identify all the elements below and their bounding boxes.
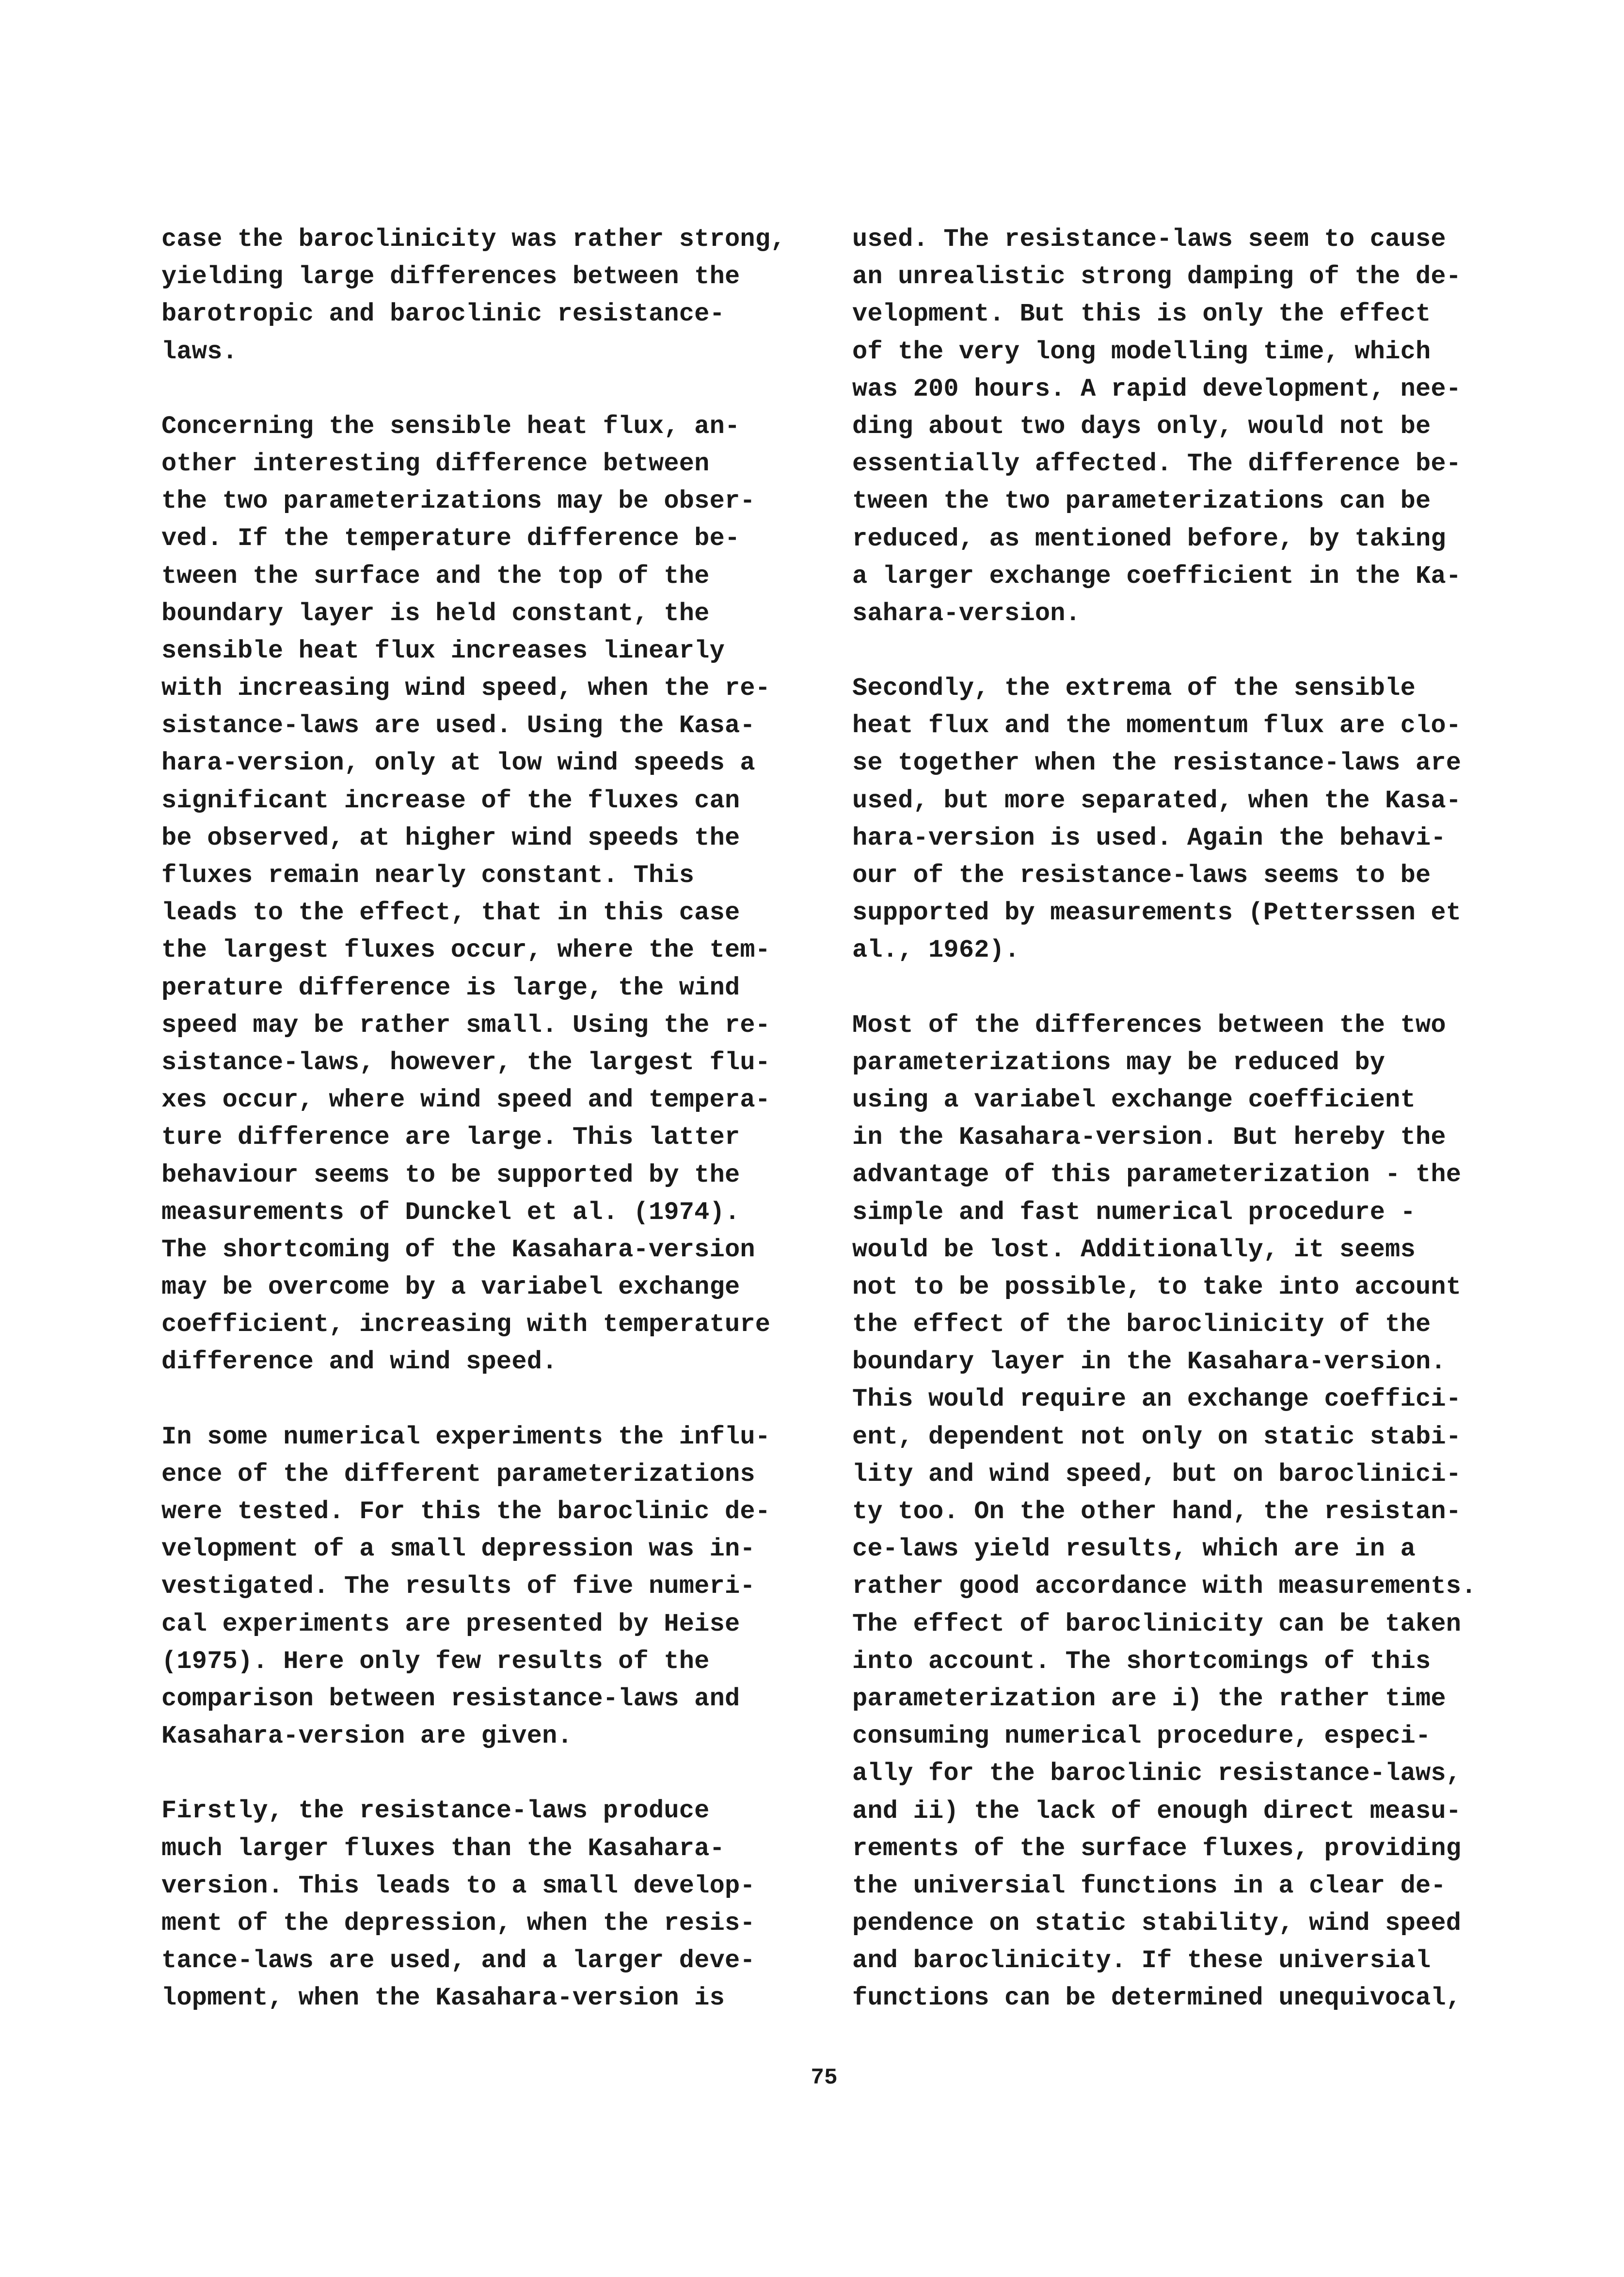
text-line: functions can be determined unequivocal, [852, 1984, 1462, 2013]
text-line: comparison between resistance-laws and [161, 1684, 740, 1713]
text-line: sensible heat flux increases linearly [161, 636, 725, 665]
text-line: not to be possible, to take into account [852, 1272, 1462, 1301]
text-line: was 200 hours. A rapid development, nee- [852, 374, 1462, 403]
text-line: The shortcoming of the Kasahara-version [161, 1235, 755, 1264]
text-line: version. This leads to a small develop- [161, 1871, 755, 1900]
text-line: supported by measurements (Petterssen et [852, 898, 1462, 928]
text-line: reduced, as mentioned before, by taking [852, 524, 1446, 553]
text-line: our of the resistance-laws seems to be [852, 861, 1431, 890]
text-line: al., 1962). [852, 936, 1020, 965]
text-line: Kasahara-version are given. [161, 1722, 573, 1751]
text-line: rather good accordance with measurements. [852, 1572, 1477, 1601]
text-line: would be lost. Additionally, it seems [852, 1235, 1416, 1264]
text-line: difference and wind speed. [161, 1347, 557, 1377]
text-line: yielding large differences between the [161, 262, 740, 291]
text-line: speed may be rather small. Using the re- [161, 1010, 771, 1040]
text-line: vestigated. The results of five numeri- [161, 1572, 755, 1601]
text-line: lity and wind speed, but on baroclinici- [852, 1459, 1462, 1489]
text-line: barotropic and baroclinic resistance- [161, 300, 725, 329]
text-line: Secondly, the extrema of the sensible [852, 674, 1416, 703]
text-line: sistance-laws are used. Using the Kasa- [161, 711, 755, 740]
text-line: with increasing wind speed, when the re- [161, 674, 771, 703]
text-line: measurements of Dunckel et al. (1974). [161, 1198, 740, 1227]
text-line: velopment. But this is only the effect [852, 300, 1431, 329]
text-line: ally for the baroclinic resistance-laws, [852, 1759, 1462, 1788]
text-line: ce-laws yield results, which are in a [852, 1535, 1416, 1564]
text-line: ved. If the temperature difference be- [161, 524, 740, 553]
text-line: used. The resistance-laws seem to cause [852, 225, 1446, 254]
text-line: xes occur, where wind speed and tempera- [161, 1086, 771, 1115]
text-line: boundary layer in the Kasahara-version. [852, 1347, 1446, 1377]
paragraph [161, 408, 801, 1381]
left-column [161, 221, 801, 2054]
text-line: sistance-laws, however, the largest flu- [161, 1048, 771, 1077]
text-line: rements of the surface fluxes, providing [852, 1834, 1462, 1863]
text-line: (1975). Here only few results of the [161, 1647, 710, 1676]
text-line: velopment of a small depression was in- [161, 1535, 755, 1564]
text-line: advantage of this parameterization - the [852, 1160, 1462, 1189]
text-line: se together when the resistance-laws are [852, 749, 1462, 778]
text-line: pendence on static stability, wind speed [852, 1909, 1462, 1938]
text-line: in the Kasahara-version. But hereby the [852, 1123, 1446, 1152]
paragraph [852, 1007, 1492, 2017]
text-line: behaviour seems to be supported by the [161, 1160, 740, 1189]
text-line: heat flux and the momentum flux are clo- [852, 711, 1462, 740]
text-line: Firstly, the resistance-laws produce [161, 1796, 710, 1826]
text-line: may be overcome by a variabel exchange [161, 1273, 740, 1302]
text-line: sahara-version. [852, 599, 1081, 628]
text-line: hara-version is used. Again the behavi- [852, 823, 1446, 852]
text-line: an unrealistic strong damping of the de- [852, 262, 1462, 291]
paragraph [161, 1792, 801, 2017]
text-line: using a variabel exchange coefficient [852, 1085, 1416, 1114]
text-line: parameterization are i) the rather time [852, 1684, 1446, 1713]
text-line: consuming numerical procedure, especi- [852, 1722, 1431, 1751]
text-line: In some numerical experiments the influ- [161, 1422, 771, 1451]
text-line: coefficient, increasing with temperature [161, 1310, 771, 1339]
text-line: This would require an exchange coeffici- [852, 1385, 1462, 1414]
text-line: tance-laws are used, and a larger deve- [161, 1946, 755, 1975]
text-line: The effect of baroclinicity can be taken [852, 1609, 1462, 1638]
text-line: case the baroclinicity was rather strong, [161, 225, 786, 254]
text-line: leads to the effect, that in this case [161, 898, 740, 928]
text-line: into account. The shortcomings of this [852, 1647, 1431, 1676]
text-line: boundary layer is held constant, the [161, 599, 710, 628]
text-line: and baroclinicity. If these universial [852, 1946, 1431, 1975]
text-line: essentially affected. The difference be- [852, 449, 1462, 479]
text-line: Concerning the sensible heat flux, an- [161, 412, 740, 441]
text-line: parameterizations may be reduced by [852, 1048, 1385, 1077]
text-line: other interesting difference between [161, 449, 710, 478]
text-line: ture difference are large. This latter [161, 1123, 740, 1152]
paragraph [852, 221, 1492, 632]
text-line: a larger exchange coefficient in the Ka- [852, 561, 1462, 591]
text-line: tween the surface and the top of the [161, 561, 710, 591]
text-line: simple and fast numerical procedure - [852, 1198, 1416, 1227]
text-line: ment of the depression, when the resis- [161, 1908, 755, 1938]
text-line: laws. [161, 337, 238, 366]
text-line: Most of the differences between the two [852, 1010, 1446, 1040]
text-line: the universial functions in a clear de- [852, 1871, 1446, 1900]
paragraph [161, 221, 801, 370]
text-line: cal experiments are presented by Heise [161, 1609, 740, 1638]
text-line: ding about two days only, would not be [852, 412, 1431, 441]
text-line: ty too. On the other hand, the resistan- [852, 1497, 1462, 1526]
text-line: ence of the different parameterizations [161, 1459, 755, 1489]
text-line: significant increase of the fluxes can [161, 786, 740, 815]
text-line: and ii) the lack of enough direct measu- [852, 1796, 1462, 1826]
text-line: hara-version, only at low wind speeds a [161, 749, 755, 778]
text-line: the two parameterizations may be obser- [161, 487, 755, 516]
text-line: tween the two parameterizations can be [852, 487, 1431, 516]
text-line: ent, dependent not only on static stabi- [852, 1422, 1462, 1451]
text-line: the effect of the baroclinicity of the [852, 1310, 1431, 1339]
text-line: were tested. For this the baroclinic de- [161, 1497, 771, 1526]
paragraph [852, 670, 1492, 969]
text-line: perature difference is large, the wind [161, 973, 740, 1002]
text-line: much larger fluxes than the Kasahara- [161, 1834, 725, 1863]
text-line: used, but more separated, when the Kasa- [852, 786, 1462, 815]
text-line: of the very long modelling time, which [852, 337, 1431, 366]
paragraph [161, 1418, 801, 1755]
page-number: 75 [811, 2065, 838, 2090]
text-line: be observed, at higher wind speeds the [161, 823, 740, 852]
right-column [852, 221, 1492, 2054]
text-line: the largest fluxes occur, where the tem- [161, 936, 771, 965]
text-line: fluxes remain nearly constant. This [161, 861, 695, 890]
text-line: lopment, when the Kasahara-version is [161, 1984, 725, 2013]
